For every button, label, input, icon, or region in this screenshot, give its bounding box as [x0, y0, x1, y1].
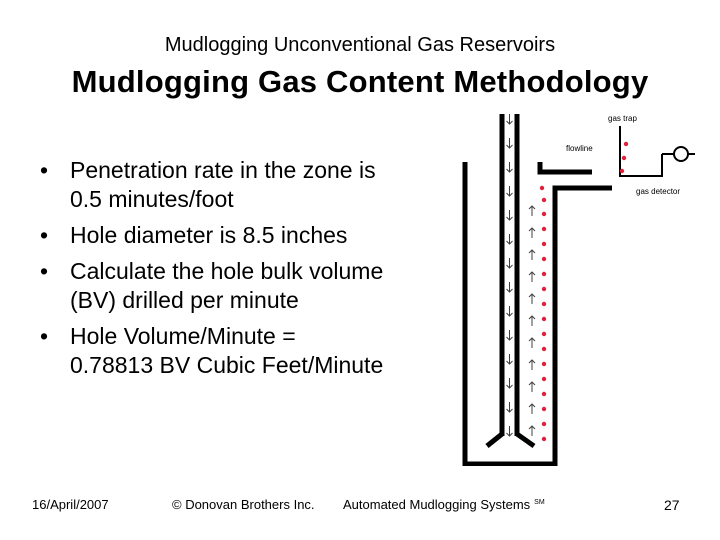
bullet-item: [36, 221, 466, 250]
up-arrow: [529, 426, 535, 436]
gas-bubble: [542, 212, 546, 216]
gas-bubble: [542, 407, 546, 411]
bullet-item: [36, 257, 466, 315]
up-arrow: [529, 338, 535, 348]
up-arrow: [529, 294, 535, 304]
gas-bubble: [542, 272, 546, 276]
down-arrow: [507, 330, 513, 340]
wellbore-walls: [465, 114, 612, 464]
down-arrow: [507, 114, 513, 124]
bullet-text: Hole diameter is 8.5 inches: [70, 222, 348, 248]
up-arrow: [529, 316, 535, 326]
gas-bubble: [542, 362, 546, 366]
gas-bubble: [542, 287, 546, 291]
gas-bubble: [542, 198, 546, 202]
mud-down-arrows: [507, 114, 513, 436]
up-arrow: [529, 382, 535, 392]
bullet-item: [36, 156, 466, 214]
flowline-label: flowline: [566, 144, 593, 153]
wellbore-diagram: [452, 96, 720, 466]
gas-bubble: [542, 377, 546, 381]
gas-bubble: [542, 242, 546, 246]
up-arrow: [529, 206, 535, 216]
down-arrow: [507, 282, 513, 292]
bullet-dot: •: [40, 323, 49, 349]
footer-system-name: Automated Mudlogging Systems: [343, 497, 531, 512]
gas-bubble: [542, 227, 546, 231]
bullet-list: [36, 156, 466, 387]
bullet-dot: •: [40, 222, 49, 248]
page-number: 27: [664, 497, 680, 513]
footer-system: [343, 497, 545, 512]
bullet-text-cont: 0.78813 BV Cubic Feet/Minute: [70, 352, 384, 378]
down-arrow: [507, 402, 513, 412]
footer-date: 16/April/2007: [32, 497, 109, 512]
bullet-dot: •: [40, 258, 49, 284]
gas-bubble: [542, 257, 546, 261]
bullet-dot: •: [40, 157, 49, 183]
down-arrow: [507, 186, 513, 196]
gas-bubble: [542, 302, 546, 306]
gas-bubble: [542, 392, 546, 396]
gas-bubble: [620, 169, 624, 173]
bullet-text: Calculate the hole bulk volume: [70, 258, 384, 284]
up-arrow: [529, 360, 535, 370]
up-arrow: [529, 250, 535, 260]
down-arrow: [507, 258, 513, 268]
down-arrow: [507, 210, 513, 220]
slide-title: Mudlogging Gas Content Methodology: [71, 64, 649, 99]
gas-bubble: [542, 317, 546, 321]
service-mark: SM: [534, 498, 545, 506]
gas-bubble: [624, 142, 628, 146]
gas-trap-label: gas trap: [608, 114, 637, 123]
gas-detector-label: gas detector: [636, 187, 681, 196]
slide-subtitle: Mudlogging Unconventional Gas Reservoirs: [164, 34, 556, 56]
down-arrow: [507, 378, 513, 388]
down-arrow: [507, 138, 513, 148]
mud-up-arrows: [529, 206, 535, 436]
gas-bubble: [542, 422, 546, 426]
up-arrow: [529, 404, 535, 414]
bullet-text-cont: 0.5 minutes/foot: [70, 186, 234, 212]
down-arrow: [507, 306, 513, 316]
bullet-text: Penetration rate in the zone is: [70, 157, 376, 183]
down-arrow: [507, 162, 513, 172]
gas-bubble: [542, 332, 546, 336]
gas-bubble: [542, 347, 546, 351]
gas-bubble: [540, 186, 544, 190]
down-arrow: [507, 426, 513, 436]
bullet-text-cont: (BV) drilled per minute: [70, 287, 299, 313]
gas-bubble: [622, 156, 626, 160]
bullet-text: Hole Volume/Minute =: [70, 323, 296, 349]
down-arrow: [507, 234, 513, 244]
down-arrow: [507, 354, 513, 364]
bullet-item: [36, 322, 466, 380]
footer-copyright: © Donovan Brothers Inc.: [172, 497, 315, 512]
gas-trap: [620, 126, 695, 176]
up-arrow: [529, 228, 535, 238]
up-arrow: [529, 272, 535, 282]
gas-bubble: [542, 437, 546, 441]
